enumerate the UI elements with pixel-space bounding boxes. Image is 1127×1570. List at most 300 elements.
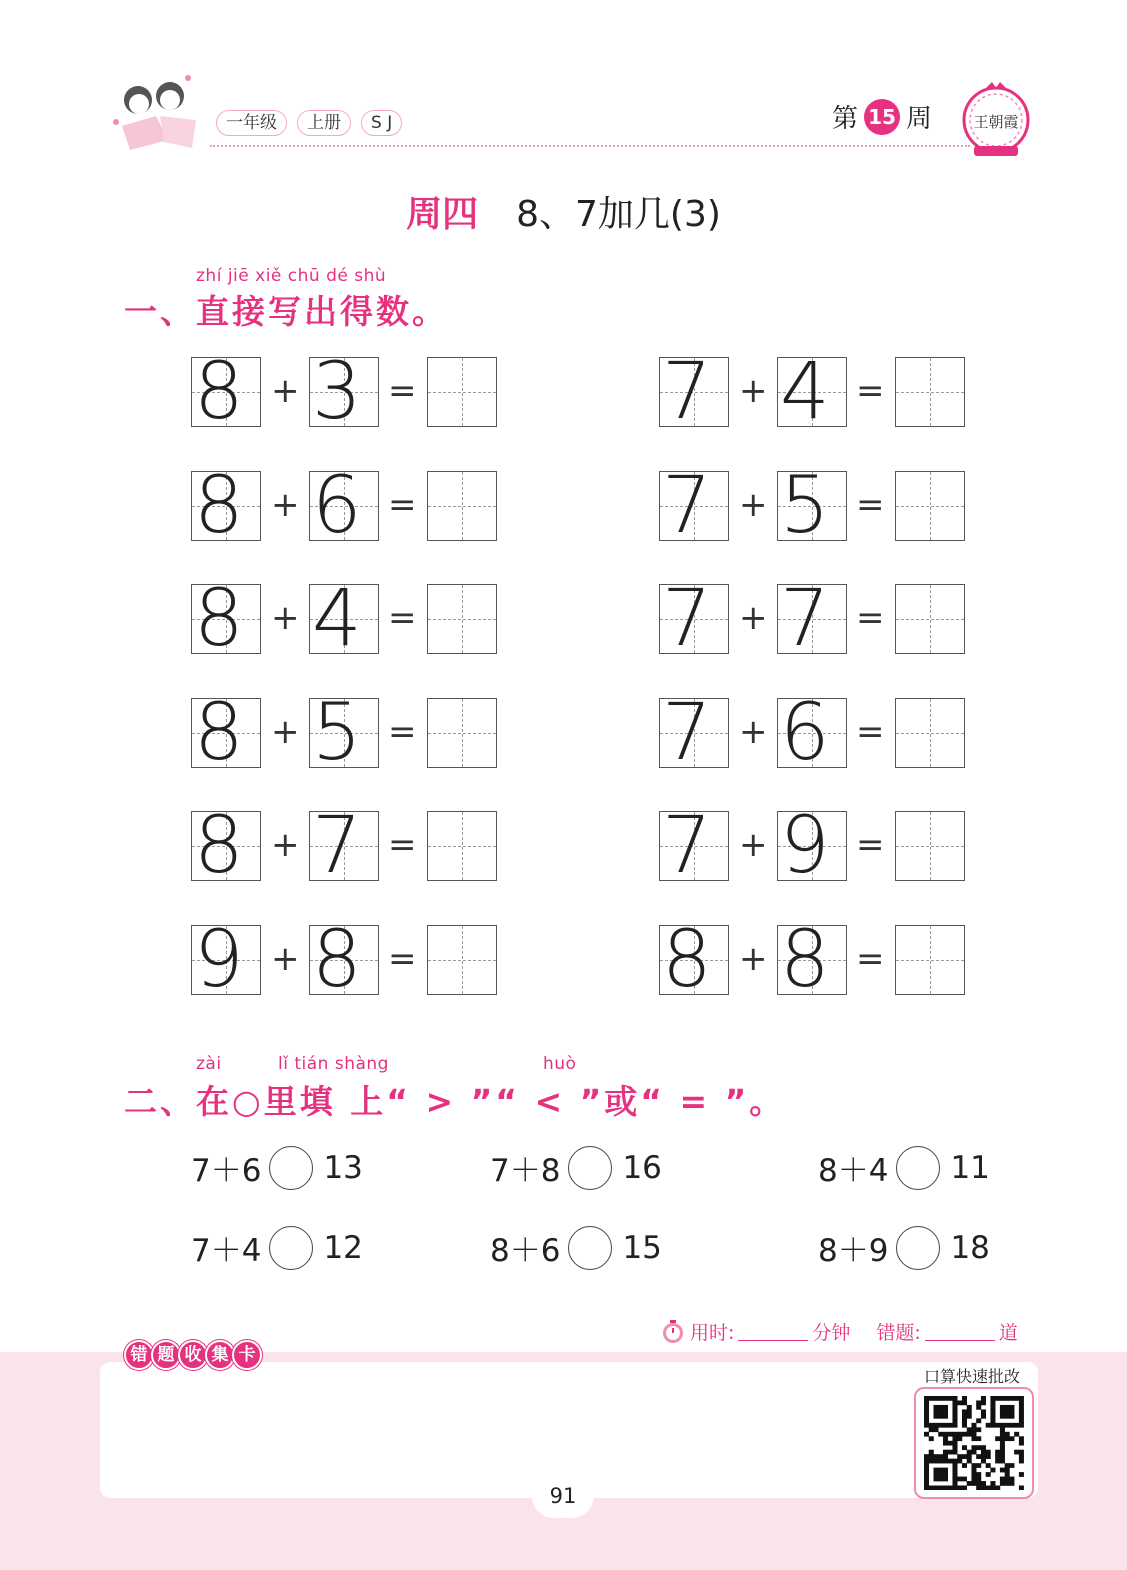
qr-module [938, 1414, 943, 1419]
qr-module [971, 1436, 976, 1441]
qr-module [929, 1454, 934, 1459]
addend-1: 7 [662, 687, 712, 778]
qr-module [986, 1472, 991, 1477]
qr-module [976, 1454, 981, 1459]
qr-module [933, 1459, 938, 1464]
qr-module [990, 1486, 995, 1490]
addend-1: 8 [194, 460, 244, 551]
page-title [0, 186, 1127, 237]
qr-module [943, 1396, 948, 1401]
addend-2: 3 [312, 347, 362, 437]
qr-module [933, 1454, 938, 1459]
qr-module [1000, 1459, 1005, 1464]
plus-sign: + [271, 371, 300, 411]
qr-module [933, 1405, 938, 1410]
time-unit: 分钟 [812, 1322, 851, 1344]
qr-module [929, 1436, 934, 1441]
qr-module [924, 1396, 929, 1401]
addend-2: 8 [780, 915, 830, 1005]
qr-code-frame[interactable] [914, 1387, 1034, 1499]
qr-module [943, 1486, 948, 1490]
week-suffix: 周 [906, 104, 933, 134]
addend-box-2 [777, 460, 847, 551]
qr-module [971, 1463, 976, 1468]
section2-pinyin-huo: huò [543, 1054, 577, 1074]
qr-module [1000, 1441, 1005, 1446]
qr-module [995, 1423, 1000, 1428]
addend-box-2 [777, 347, 847, 437]
addend-1: 8 [194, 801, 244, 892]
qr-module [1019, 1450, 1024, 1455]
answer-box[interactable] [895, 925, 965, 995]
comparison-left: 7＋6 [191, 1153, 262, 1189]
qr-module [957, 1400, 962, 1405]
qr-module [948, 1450, 953, 1455]
addend-box-1 [659, 460, 729, 551]
addend-2: 6 [312, 460, 362, 551]
plus-sign: + [739, 484, 768, 525]
qr-module [1019, 1454, 1024, 1459]
grade-tags [216, 110, 402, 136]
qr-module [933, 1396, 938, 1401]
comparison-item [191, 1225, 363, 1270]
qr-module [952, 1477, 957, 1482]
qr-module [1000, 1414, 1005, 1419]
addend-1: 7 [662, 801, 712, 892]
kids-illustration [108, 70, 218, 156]
comparison-left: 8＋6 [490, 1233, 561, 1269]
section2-title: 二、在○里填 上“ > ”“ < ”或“ = ”。 [124, 1082, 786, 1121]
qr-module [1005, 1432, 1010, 1437]
qr-module [1009, 1436, 1014, 1441]
qr-module [952, 1409, 957, 1414]
qr-module [924, 1432, 929, 1437]
qr-module [957, 1459, 962, 1464]
answer-box[interactable] [895, 357, 965, 427]
qr-module [990, 1468, 995, 1473]
qr-module [981, 1409, 986, 1414]
plus-sign: + [271, 939, 300, 979]
qr-module [971, 1432, 976, 1437]
qr-module [924, 1405, 929, 1410]
qr-module [929, 1423, 934, 1428]
time-blank[interactable] [738, 1322, 808, 1341]
qr-module [938, 1409, 943, 1414]
answer-circle[interactable] [269, 1226, 313, 1270]
qr-module [952, 1468, 957, 1473]
addend-box-2 [777, 801, 847, 892]
qr-module [938, 1396, 943, 1401]
qr-module [943, 1409, 948, 1414]
comparison-right: 18 [950, 1229, 990, 1266]
qr-module [938, 1459, 943, 1464]
qr-module [1005, 1477, 1010, 1482]
qr-module [971, 1477, 976, 1482]
addend-box-2 [309, 687, 379, 778]
qr-module [929, 1396, 934, 1401]
qr-module [943, 1441, 948, 1446]
qr-module [981, 1450, 986, 1455]
qr-module [943, 1450, 948, 1455]
section1-pinyin: zhí jiē xiě chū dé shù [196, 266, 387, 286]
qr-module [986, 1463, 991, 1468]
qr-module [967, 1409, 972, 1414]
qr-module [967, 1427, 972, 1432]
addend-box-1 [659, 687, 729, 778]
qr-module [1019, 1441, 1024, 1446]
equals-sign: = [856, 371, 885, 411]
addition-problem [659, 574, 979, 665]
qr-module [952, 1414, 957, 1419]
qr-module [938, 1405, 943, 1410]
qr-module [924, 1418, 929, 1423]
equals-sign: = [388, 484, 417, 525]
addend-box-1 [191, 574, 261, 665]
qr-module [1019, 1418, 1024, 1423]
addend-box-2 [777, 915, 847, 1005]
addition-problem [659, 347, 979, 437]
qr-module [952, 1405, 957, 1410]
card-label-char: 题 [151, 1340, 181, 1370]
qr-module [957, 1477, 962, 1482]
addend-1: 9 [194, 915, 244, 1005]
qr-module [962, 1463, 967, 1468]
qr-module [971, 1427, 976, 1432]
qr-module [929, 1450, 934, 1455]
addend-box-2 [777, 574, 847, 665]
qr-module [952, 1472, 957, 1477]
qr-module [971, 1481, 976, 1486]
qr-module [981, 1481, 986, 1486]
addend-box-1 [659, 915, 729, 1005]
qr-module [924, 1414, 929, 1419]
qr-module [924, 1486, 929, 1490]
qr-module [986, 1486, 991, 1490]
plus-sign: + [739, 371, 768, 411]
qr-module [943, 1414, 948, 1419]
qr-module [929, 1459, 934, 1464]
answer-box[interactable] [427, 698, 497, 768]
qr-module [929, 1427, 934, 1432]
addition-problem [191, 915, 511, 1005]
qr-module [986, 1423, 991, 1428]
qr-module [957, 1486, 962, 1490]
qr-module [1009, 1409, 1014, 1414]
qr-module [924, 1477, 929, 1482]
qr-module [943, 1423, 948, 1428]
answer-box[interactable] [895, 584, 965, 654]
qr-module [1000, 1427, 1005, 1432]
qr-module [1009, 1481, 1014, 1486]
qr-module [1014, 1423, 1019, 1428]
qr-module [924, 1400, 929, 1405]
addend-2: 9 [780, 801, 830, 892]
qr-module [957, 1432, 962, 1437]
qr-module [1019, 1405, 1024, 1410]
qr-module [967, 1450, 972, 1455]
comparison-left: 8＋4 [818, 1153, 889, 1189]
qr-module [933, 1409, 938, 1414]
answer-box[interactable] [427, 584, 497, 654]
qr-module [981, 1459, 986, 1464]
answer-box[interactable] [427, 357, 497, 427]
qr-module [1005, 1409, 1010, 1414]
qr-module [943, 1454, 948, 1459]
qr-module [1000, 1481, 1005, 1486]
qr-module [1019, 1436, 1024, 1441]
equals-sign: = [388, 825, 417, 866]
qr-module [952, 1486, 957, 1490]
qr-module [938, 1454, 943, 1459]
qr-module [943, 1472, 948, 1477]
qr-module [952, 1459, 957, 1464]
qr-module [1019, 1486, 1024, 1490]
qr-module [976, 1472, 981, 1477]
qr-module [924, 1468, 929, 1473]
qr-module [933, 1414, 938, 1419]
comparison-right: 12 [323, 1229, 363, 1266]
comparison-left: 7＋8 [490, 1153, 561, 1189]
qr-module [995, 1486, 1000, 1490]
tag-grade: 一年级 [216, 110, 287, 136]
qr-module [933, 1486, 938, 1490]
plus-sign: + [739, 711, 768, 752]
addend-box-2 [309, 801, 379, 892]
qr-module [962, 1454, 967, 1459]
qr-module [933, 1477, 938, 1482]
addend-1: 8 [662, 915, 712, 1005]
comparison-item [490, 1145, 662, 1190]
svg-text:王朝霞: 王朝霞 [973, 113, 1019, 131]
qr-module [962, 1423, 967, 1428]
qr-module [967, 1405, 972, 1410]
title-day: 周四 [406, 194, 479, 235]
addend-2: 4 [780, 347, 830, 437]
comparison-left: 7＋4 [191, 1233, 262, 1269]
qr-module [952, 1418, 957, 1423]
qr-module [924, 1472, 929, 1477]
qr-module [995, 1436, 1000, 1441]
qr-module [990, 1423, 995, 1428]
qr-module [948, 1423, 953, 1428]
qr-module [1009, 1414, 1014, 1419]
qr-module [1019, 1414, 1024, 1419]
qr-code-icon [924, 1396, 1024, 1490]
answer-box[interactable] [427, 925, 497, 995]
addend-1: 7 [662, 347, 712, 437]
qr-module [957, 1436, 962, 1441]
error-label: 错题: [876, 1322, 921, 1344]
qr-module [952, 1400, 957, 1405]
qr-module [976, 1463, 981, 1468]
addend-2: 4 [312, 574, 362, 665]
equals-sign: = [856, 484, 885, 525]
addend-1: 8 [194, 574, 244, 665]
qr-module [957, 1454, 962, 1459]
qr-module [976, 1486, 981, 1490]
qr-module [962, 1445, 967, 1450]
equals-sign: = [856, 711, 885, 752]
addend-box-2 [777, 687, 847, 778]
week-number: 15 [864, 99, 900, 135]
qr-module [938, 1477, 943, 1482]
comparison-right: 15 [622, 1229, 662, 1266]
time-label: 用时: [690, 1322, 735, 1344]
qr-module [1005, 1481, 1010, 1486]
qr-module [1019, 1423, 1024, 1428]
qr-module [943, 1432, 948, 1437]
qr-module [1019, 1409, 1024, 1414]
section1-title: 一、直接写出得数。 [124, 292, 448, 331]
qr-module [1000, 1423, 1005, 1428]
qr-module [967, 1432, 972, 1437]
addend-box-1 [659, 347, 729, 437]
qr-module [1005, 1468, 1010, 1473]
qr-module [990, 1405, 995, 1410]
qr-module [976, 1400, 981, 1405]
tag-volume: 上册 [297, 110, 351, 136]
section2-pinyin-zai: zài [196, 1054, 222, 1074]
answer-circle[interactable] [568, 1146, 612, 1190]
title-topic: 8、7加几(3) [516, 194, 721, 235]
answer-circle[interactable] [896, 1146, 940, 1190]
addend-1: 7 [662, 574, 712, 665]
addend-2: 7 [780, 574, 830, 665]
equals-sign: = [856, 825, 885, 866]
plus-sign: + [271, 711, 300, 752]
qr-module [1005, 1472, 1010, 1477]
answer-circle[interactable] [269, 1146, 313, 1190]
qr-module [995, 1450, 1000, 1455]
comparison-right: 11 [950, 1149, 990, 1186]
error-blank[interactable] [925, 1322, 995, 1341]
addend-2: 5 [780, 460, 830, 551]
qr-module [943, 1436, 948, 1441]
qr-module [990, 1400, 995, 1405]
qr-module [990, 1481, 995, 1486]
qr-module [938, 1486, 943, 1490]
qr-module [933, 1468, 938, 1473]
addend-1: 7 [662, 460, 712, 551]
qr-module [1005, 1423, 1010, 1428]
qr-module [952, 1436, 957, 1441]
qr-module [948, 1459, 953, 1464]
addition-problem [659, 801, 979, 892]
qr-module [1000, 1454, 1005, 1459]
qr-module [990, 1418, 995, 1423]
qr-module [938, 1468, 943, 1473]
stopwatch-icon [660, 1319, 686, 1345]
qr-module [990, 1396, 995, 1401]
qr-module [967, 1481, 972, 1486]
plus-sign: + [739, 825, 768, 866]
addition-problem [191, 460, 511, 551]
qr-module [952, 1450, 957, 1455]
qr-module [924, 1463, 929, 1468]
qr-module [981, 1400, 986, 1405]
addend-2: 8 [312, 915, 362, 1005]
qr-module [976, 1427, 981, 1432]
answer-box[interactable] [427, 811, 497, 881]
qr-module [976, 1405, 981, 1410]
qr-module [962, 1414, 967, 1419]
comparison-right: 13 [323, 1149, 363, 1186]
section2-pinyin-li: lǐ tián shàng [278, 1054, 389, 1074]
qr-module [990, 1409, 995, 1414]
qr-module [1000, 1477, 1005, 1482]
qr-module [962, 1400, 967, 1405]
qr-module [952, 1432, 957, 1437]
addend-box-1 [191, 915, 261, 1005]
qr-module [995, 1459, 1000, 1464]
addend-2: 7 [312, 801, 362, 892]
qr-module [952, 1463, 957, 1468]
qr-module [976, 1477, 981, 1482]
plus-sign: + [271, 484, 300, 525]
qr-module [952, 1445, 957, 1450]
qr-module [976, 1418, 981, 1423]
addend-box-1 [191, 687, 261, 778]
answer-box[interactable] [895, 471, 965, 541]
time-record [660, 1318, 1018, 1345]
equals-sign: = [388, 371, 417, 411]
answer-circle[interactable] [568, 1226, 612, 1270]
qr-module [1019, 1459, 1024, 1464]
qr-module [1009, 1463, 1014, 1468]
card-label-char: 错 [124, 1340, 154, 1370]
qr-module [986, 1454, 991, 1459]
comparison-item [490, 1225, 662, 1270]
qr-module [976, 1445, 981, 1450]
qr-module [1014, 1450, 1019, 1455]
qr-module [981, 1396, 986, 1401]
comparison-right: 16 [622, 1149, 662, 1186]
addend-1: 8 [194, 347, 244, 437]
addition-problem [191, 347, 511, 437]
qr-module [981, 1414, 986, 1419]
qr-module [948, 1486, 953, 1490]
answer-box[interactable] [895, 811, 965, 881]
card-label-char: 收 [178, 1340, 208, 1370]
qr-module [1000, 1436, 1005, 1441]
qr-module [1000, 1450, 1005, 1455]
qr-module [924, 1409, 929, 1414]
week-indicator [832, 98, 932, 135]
qr-module [1005, 1396, 1010, 1401]
qr-module [1009, 1396, 1014, 1401]
answer-box[interactable] [427, 471, 497, 541]
answer-box[interactable] [895, 698, 965, 768]
qr-module [981, 1486, 986, 1490]
qr-module [1005, 1463, 1010, 1468]
qr-module [962, 1486, 967, 1490]
addend-box-1 [191, 801, 261, 892]
qr-module [962, 1432, 967, 1437]
qr-module [924, 1454, 929, 1459]
qr-module [943, 1477, 948, 1482]
qr-module [1005, 1405, 1010, 1410]
addend-box-2 [309, 460, 379, 551]
qr-module [971, 1468, 976, 1473]
comparison-item [818, 1145, 990, 1190]
qr-module [1005, 1414, 1010, 1419]
qr-module [962, 1409, 967, 1414]
plus-sign: + [739, 939, 768, 979]
qr-module [1000, 1409, 1005, 1414]
answer-circle[interactable] [896, 1226, 940, 1270]
addition-problem [191, 574, 511, 665]
addition-problem [191, 687, 511, 778]
